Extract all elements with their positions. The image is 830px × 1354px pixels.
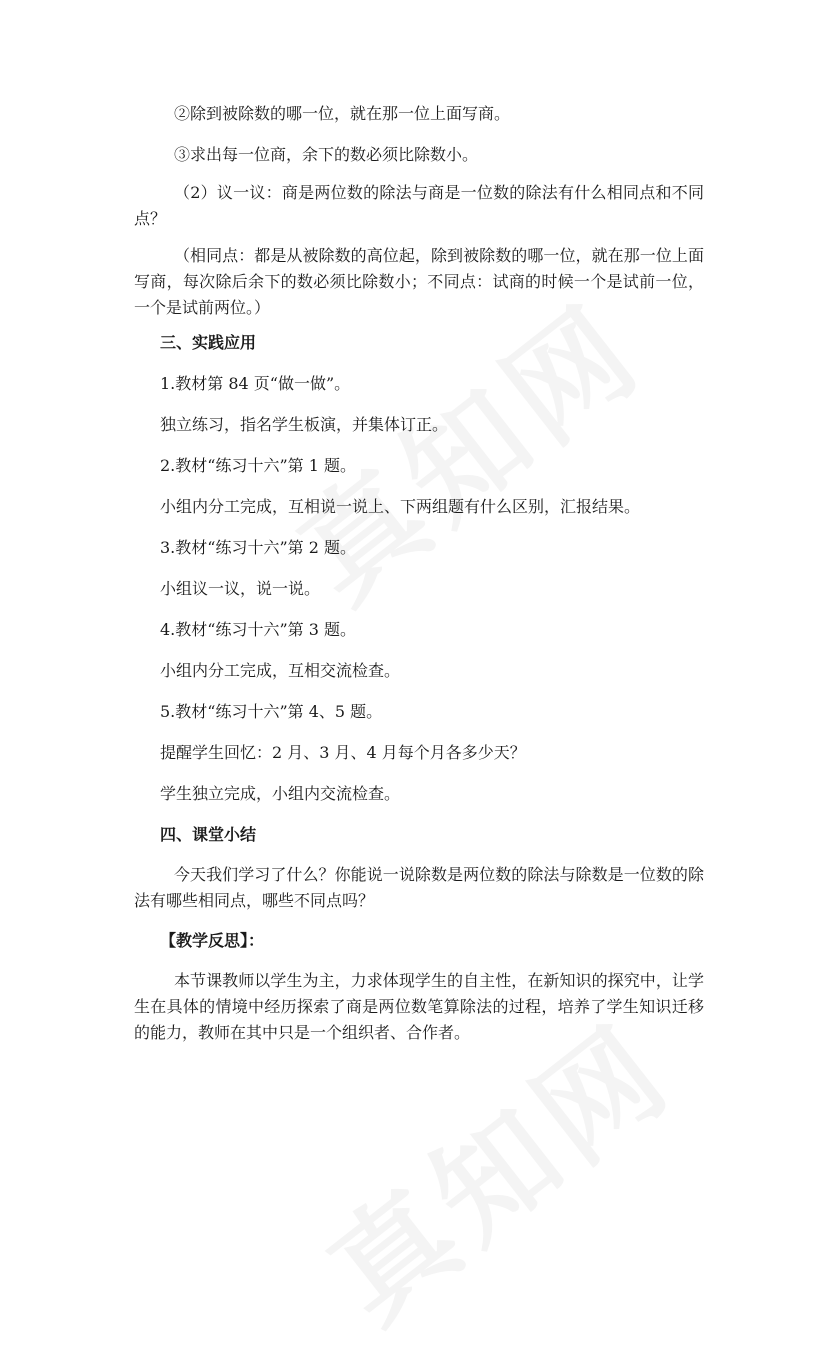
practice-item-2-desc: 小组内分工完成，互相说一说上、下两组题有什么区别，汇报结果。 bbox=[160, 497, 641, 516]
section-3-heading: 三、实践应用 bbox=[160, 333, 257, 352]
practice-item-5-remind: 提醒学生回忆：2 月、3 月、4 月每个月各多少天？ bbox=[160, 743, 526, 762]
section-4-heading: 四、课堂小结 bbox=[160, 825, 257, 844]
rule-3-text: ③求出每一位商，余下的数必须比除数小。 bbox=[174, 145, 479, 164]
practice-item-1: 1.教材第 84 页“做一做”。 bbox=[160, 374, 351, 393]
reflection-paragraph: 本节课教师以学生为主，力求体现学生的自主性，在新知识的探究中，让学生在具体的情境中经历探索了商是两位数笔算除法的过程，培养了学生知识迁移的能力，教师在其中只是一个组织者、合作者。 bbox=[134, 971, 704, 1042]
practice-item-3-desc: 小组议一议，说一说。 bbox=[160, 579, 321, 598]
practice-item-5-desc: 学生独立完成，小组内交流检查。 bbox=[160, 784, 401, 803]
summary-paragraph: 今天我们学习了什么？你能说一说除数是两位数的除法与除数是一位数的除法有哪些相同点，哪些不同点吗？ bbox=[134, 865, 704, 910]
practice-item-2: 2.教材“练习十六”第 1 题。 bbox=[160, 456, 356, 475]
reflection-heading: 【教学反思】： bbox=[160, 931, 265, 950]
discussion-question: （2）议一议：商是两位数的除法与商是一位数的除法有什么相同点和不同点？ bbox=[134, 183, 704, 228]
practice-item-5: 5.教材“练习十六”第 4、5 题。 bbox=[160, 702, 383, 721]
practice-item-3: 3.教材“练习十六”第 2 题。 bbox=[160, 538, 356, 557]
practice-item-4-desc: 小组内分工完成，互相交流检查。 bbox=[160, 661, 401, 680]
discussion-answer: （相同点：都是从被除数的高位起，除到被除数的哪一位，就在那一位上面写商，每次除后余下的数必须比除数小；不同点：试商的时候一个是试前一位，一个是试前两位。） bbox=[134, 246, 704, 317]
rule-2-text: ②除到被除数的哪一位，就在那一位上面写商。 bbox=[174, 104, 511, 123]
practice-item-4: 4.教材“练习十六”第 3 题。 bbox=[160, 620, 356, 639]
practice-item-1-desc: 独立练习，指名学生板演，并集体订正。 bbox=[160, 415, 449, 434]
